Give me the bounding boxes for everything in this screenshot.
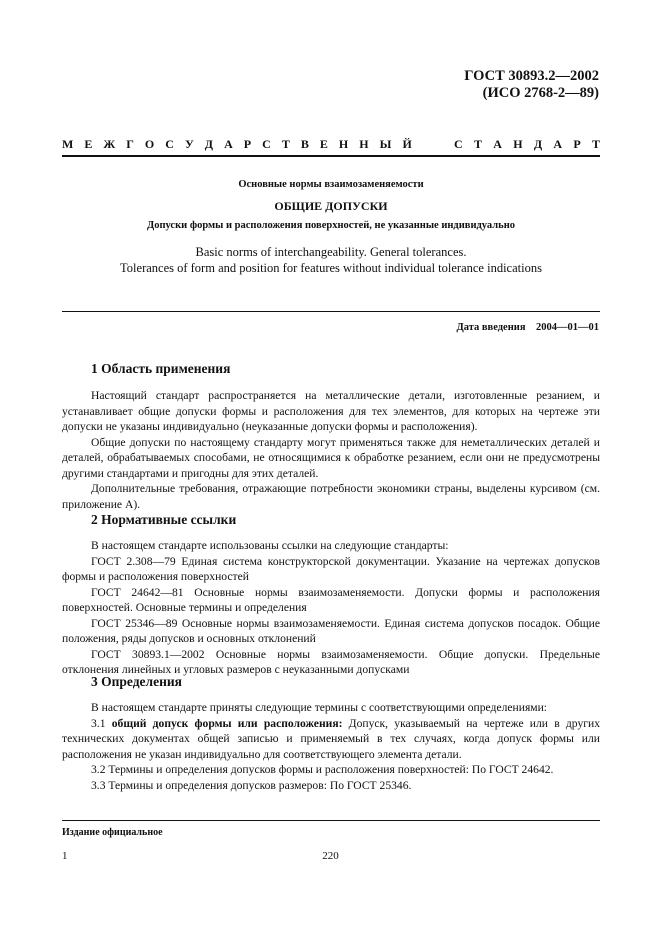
category-letter: Т xyxy=(473,137,482,151)
category-letter: С xyxy=(454,137,463,151)
category-letter: Д xyxy=(204,137,214,151)
category-letter: Н xyxy=(338,137,349,151)
category-letter: Н xyxy=(359,137,369,151)
category-letter: Р xyxy=(573,137,581,151)
section-3-body xyxy=(62,700,600,793)
title-ru-line3: Допуски формы и расположения поверхностей, не указанные индивидуально xyxy=(146,220,516,231)
category-letter: О xyxy=(144,137,155,151)
effective-date: Дата введения 2004—01—01 xyxy=(456,322,599,333)
paragraph: В настоящем стандарте приняты следующие термины с соответствующими определениями: xyxy=(91,701,548,714)
paragraph: Настоящий стандарт распространяется на металлические детали, изготовленные резанием, и устанавливает общие допуски формы и расположения для тех элементов, для которых на чертеже эти допуски не указаны индивидуально (неуказанные допуски формы и расположения). xyxy=(62,389,600,433)
paragraph: ГОСТ 25346—89 Основные нормы взаимозаменяемости. Единая система допусков посадок. Общие положения, ряды допусков и основных отклонений xyxy=(62,616,600,645)
title-rule xyxy=(62,311,600,312)
category-letter: С xyxy=(165,137,174,151)
category-left xyxy=(62,137,412,152)
paragraph: ГОСТ 30893.1—2002 Основные нормы взаимозаменяемости. Общие допуски. Предельные отклонения линейных и угловых размеров с неуказанными допусками xyxy=(62,647,600,676)
section-2-heading: 2 Нормативные ссылки xyxy=(91,512,237,527)
paragraph: Дополнительные требования, отражающие потребности экономики страны, выделены курсивом (см. приложение А). xyxy=(62,482,600,511)
category-right xyxy=(454,137,600,152)
category-letter: Й xyxy=(402,137,412,151)
title-ru-line1: Основные нормы взаимозаменяемости xyxy=(238,179,424,190)
title-ru-line2: ОБЩИЕ ДОПУСКИ xyxy=(274,199,388,213)
definition-term: общий допуск формы или расположения: xyxy=(111,716,343,730)
page-number-center: 220 xyxy=(322,850,339,862)
section-1-heading: 1 Область применения xyxy=(91,361,231,376)
category-letter: Д xyxy=(533,137,543,151)
paragraph: Общие допуски по настоящему стандарту могут применяться также для неметаллических деталей и деталей, обрабатываемых способами, не относящимися к обработке резанием, если они не предусмотрены другими стандартами и пригодны для этих деталей. xyxy=(62,435,600,480)
definition-number: 3.1 xyxy=(91,716,112,730)
category-letter: А xyxy=(224,137,233,151)
doc-number-line1: ГОСТ 30893.2—2002 xyxy=(464,68,599,84)
category-letter: Г xyxy=(126,137,134,151)
category-letter: Т xyxy=(591,137,600,151)
section-2-body xyxy=(62,538,600,678)
category-letter: В xyxy=(300,137,309,151)
category-letter: С xyxy=(262,137,271,151)
document-number xyxy=(464,68,599,102)
category-letter: Р xyxy=(243,137,252,151)
section-3-heading: 3 Определения xyxy=(91,674,182,689)
paragraph: 3.3 Термины и определения допусков размеров: По ГОСТ 25346. xyxy=(91,778,412,792)
category-letter: Н xyxy=(513,137,523,151)
category-letter: Т xyxy=(281,137,290,151)
definition-text: Допуск, указываемый на чертеже или в других технических документах общей записью и применяемый в тех случаях, когда допуск формы или расположения не указан индивидуально для соответствующего элемента детали. xyxy=(62,716,601,761)
category-letter: М xyxy=(62,137,74,151)
category-letter: Е xyxy=(84,137,93,151)
footer-rule xyxy=(62,820,600,821)
edition-label: Издание официальное xyxy=(62,827,163,838)
definition-paragraph xyxy=(62,716,600,763)
title-en-line1: Basic norms of interchangeability. General tolerances. xyxy=(195,245,467,259)
title-en-line2: Tolerances of form and position for features without individual tolerance indications xyxy=(120,261,542,275)
paragraph: В настоящем стандарте использованы ссылки на следующие стандарты: xyxy=(91,539,449,552)
category-letter: Е xyxy=(319,137,328,151)
page-number-left: 1 xyxy=(62,850,68,862)
paragraph: ГОСТ 2.308—79 Единая система конструкторской документации. Указание на чертежах допусков формы и расположения поверхностей xyxy=(62,554,600,583)
category-heading xyxy=(62,137,600,152)
category-letter: А xyxy=(553,137,563,151)
category-letter: А xyxy=(493,137,502,151)
paragraph: 3.2 Термины и определения допусков формы и расположения поверхностей: По ГОСТ 24642. xyxy=(91,763,554,776)
paragraph: ГОСТ 24642—81 Основные нормы взаимозаменяемости. Допуски формы и расположения поверхностей. Основные термины и определения xyxy=(62,585,600,614)
category-letter: У xyxy=(184,137,194,151)
header-rule xyxy=(62,155,600,157)
section-1-body xyxy=(62,388,600,512)
doc-number-line2: (ИСО 2768-2—89) xyxy=(482,85,599,101)
category-letter: Ы xyxy=(379,137,392,151)
category-letter: Ж xyxy=(103,137,116,151)
